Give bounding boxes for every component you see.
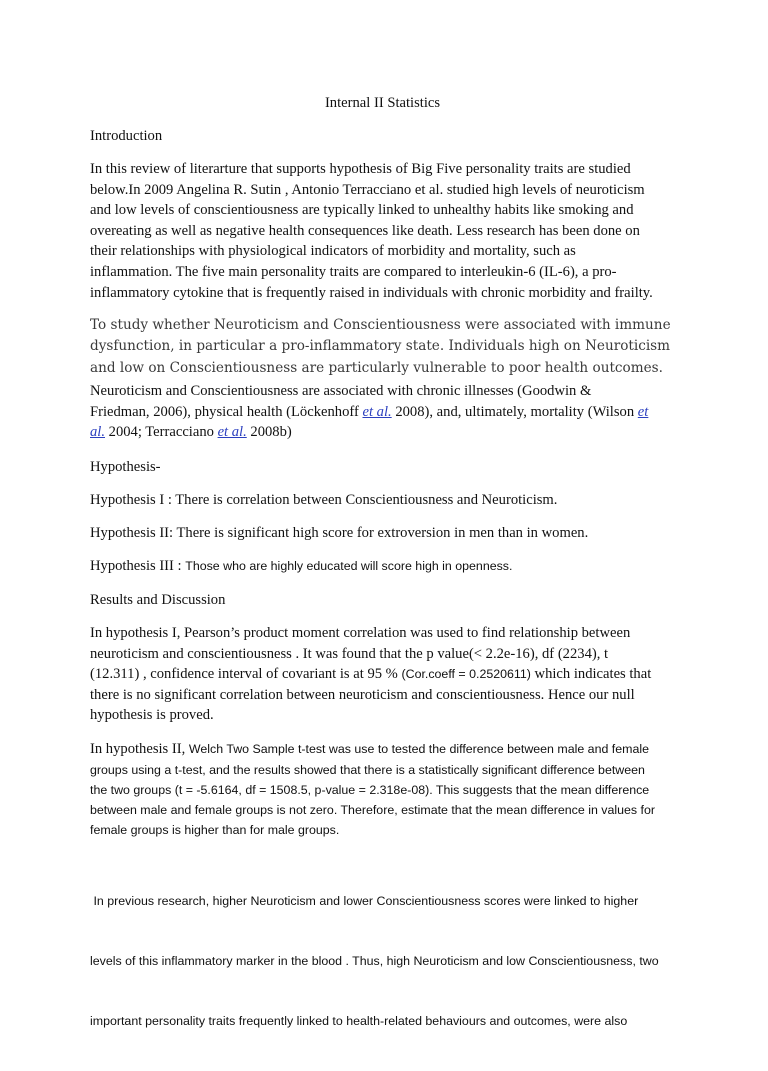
intro-line: In this review of literarture that supports hypothesis of Big Five personality traits are studied	[90, 161, 631, 177]
results-line: there is no significant correlation between neuroticism and conscientiousness. Hence our null	[90, 686, 635, 703]
results-line: neuroticism and conscientiousness . It was found that the p value(< 2.2e-16), df (2234), t	[90, 645, 609, 662]
citation-line	[90, 422, 675, 443]
hypothesis-3-text: Those who are highly educated will score high in openness.	[185, 559, 513, 573]
citation-text: 2004; Terracciano	[105, 424, 218, 441]
introduction-heading: Introduction	[90, 128, 163, 144]
document-title: Internal II Statistics	[324, 95, 441, 111]
introduction-paragraph	[90, 159, 675, 303]
results-line	[90, 739, 675, 760]
results-line: female groups is higher than for male groups.	[90, 822, 340, 837]
results-heading: Results and Discussion	[90, 592, 226, 608]
results-text: (12.311) , confidence interval of covariant is at 95 %	[90, 666, 402, 683]
citation-line	[90, 402, 675, 423]
intro-line: their relationships with physiological indicators of morbidity and mortality, such as	[90, 243, 576, 260]
citation-link-wilson[interactable]: et	[637, 403, 649, 420]
citation-text: 2008), and, ultimately, mortality (Wilson	[391, 403, 638, 420]
citation-paragraph	[90, 381, 675, 443]
results-paragraph-2	[90, 739, 675, 840]
correlation-coefficient: (Cor.coeff = 0.2520611)	[401, 667, 531, 682]
hypothesis-heading: Hypothesis-	[90, 459, 161, 475]
study-line: To study whether Neuroticism and Conscientiousness were associated with immune	[90, 317, 671, 333]
hypothesis-3	[90, 556, 675, 577]
results-paragraph-1	[90, 623, 675, 726]
results-line: levels of this inflammatory marker in the blood . Thus, high Neuroticism and low Conscientiousness, two	[90, 954, 659, 968]
study-aim-paragraph	[90, 315, 675, 379]
citation-text: 2008b)	[246, 424, 292, 441]
citation-link-lockenhoff[interactable]: et al.	[362, 403, 392, 420]
hypothesis-2: Hypothesis II: There is significant high score for extroversion in men than in women.	[90, 525, 589, 541]
results-line: the two groups (t = -5.6164, df = 1508.5, p-value = 2.318e-08). This suggests that the mean difference	[90, 782, 650, 797]
results-line: hypothesis is proved.	[90, 707, 214, 724]
citation-text: Friedman, 2006), physical health (Löckenhoff	[90, 403, 363, 420]
results-line: In previous research, higher Neuroticism and lower Conscientiousness scores were linked to higher	[90, 894, 639, 908]
citation-link-terracciano[interactable]: et al.	[217, 424, 247, 441]
results-2-prefix: In hypothesis II,	[90, 741, 189, 757]
citation-link-wilson-cont[interactable]: al.	[90, 424, 105, 441]
study-line: dysfunction, in particular a pro-inflammatory state. Individuals high on Neuroticism	[90, 338, 671, 355]
results-line	[90, 664, 675, 685]
results-line: between male and female groups is not zero. Therefore, estimate that the mean difference in values for	[90, 802, 656, 817]
citation-line: Neuroticism and Conscientiousness are associated with chronic illnesses (Goodwin &	[90, 383, 592, 399]
intro-line: inflammation. The five main personality traits are compared to interleukin-6 (IL-6), a pro-	[90, 263, 617, 280]
results-text: Welch Two Sample t-test was use to tested the difference between male and female	[188, 742, 649, 756]
intro-line: inflammatory cytokine that is frequently raised in individuals with chronic morbidity and frailty.	[90, 284, 653, 301]
results-line: In hypothesis I, Pearson’s product moment correlation was used to find relationship between	[90, 625, 631, 641]
results-line: groups using a t-test, and the results showed that there is a statistically significant difference between	[90, 762, 645, 777]
intro-line: and low levels of conscientiousness are typically linked to unhealthy habits like smoking and	[90, 202, 634, 219]
intro-line: overeating as well as negative health consequences like death. Less research has been done on	[90, 222, 640, 239]
hypothesis-3-prefix: Hypothesis III :	[90, 558, 186, 574]
results-paragraph-3	[90, 851, 675, 1071]
hypothesis-1: Hypothesis I : There is correlation between Conscientiousness and Neuroticism.	[90, 492, 558, 508]
results-line: important personality traits frequently linked to health-related behaviours and outcomes, were also	[90, 1014, 628, 1028]
intro-line: below.In 2009 Angelina R. Sutin , Antonio Terracciano et al. studied high levels of neuroticism	[90, 181, 645, 198]
study-line: and low on Conscientiousness are particularly vulnerable to poor health outcomes.	[90, 359, 663, 376]
results-text: which indicates that	[530, 666, 652, 683]
